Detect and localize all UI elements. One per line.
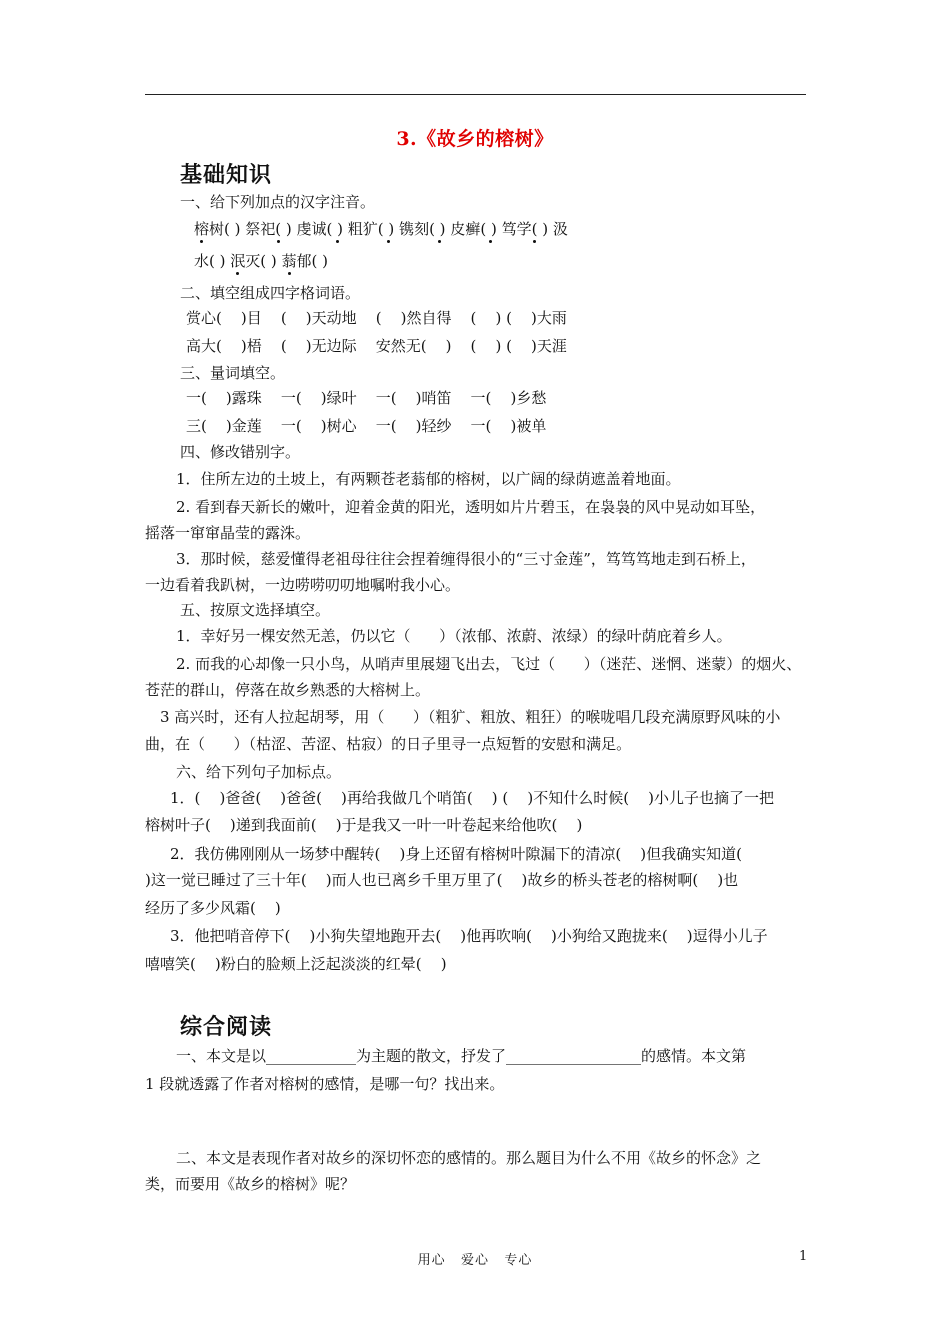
- q1-line1: 榕树( ) 祭祀( ) 虔诚( ) 粗犷( ) 镌刻( ) 皮癣( ) 笃学( ) 汲: [194, 220, 568, 238]
- section-heading-basics: 基础知识: [180, 163, 273, 188]
- section-heading-reading: 综合阅读: [180, 1015, 273, 1040]
- dotted-char: ( ): [377, 220, 400, 238]
- q5-sentence-1: 1．幸好另一棵安然无恙，仍以它（ ）（浓郁、浓蔚、浓绿）的绿叶荫庇着乡人。: [176, 627, 732, 645]
- q6-sentence-1b: 榕树叶子( )递到我面前( )于是我又一叶一叶卷起来给他吹( ): [145, 816, 583, 834]
- q1-line2: 水( ) 泯灭( ) 蓊郁( ): [194, 252, 329, 270]
- dotted-char: 泯: [230, 252, 246, 270]
- reading-q2-b: 类，而要用《故乡的榕树》呢？: [145, 1175, 356, 1193]
- q3-line2: 三( )金莲 一( )树心 一( )轻纱 一( )被单: [186, 417, 547, 435]
- page-title: 3.《故乡的榕树》: [396, 128, 554, 150]
- q3-line1: 一( )露珠 一( )绿叶 一( )哨笛 一( )乡愁: [186, 389, 547, 407]
- dotted-char: 蓊: [281, 252, 297, 270]
- header-rule: [145, 94, 806, 95]
- q5-prompt: 五、按原文选择填空。: [180, 601, 331, 619]
- reading-q1-a: 一、本文是以____________为主题的散文，抒发了__________________的感情。本文第: [176, 1047, 747, 1065]
- q6-sentence-2c: 经历了多少风霜( ): [145, 899, 281, 917]
- reading-q2-a: 二、本文是表现作者对故乡的深切怀恋的感情的。那么题目为什么不用《故乡的怀念》之: [176, 1149, 762, 1167]
- reading-q1-b: 1 段就透露了作者对榕树的感情，是哪一句？找出来。: [145, 1075, 505, 1093]
- q6-sentence-3a: 3．他把哨音停下( )小狗失望地跑开去( )他再吹响( )小狗给又跑拢来( )逗得小儿子: [170, 927, 768, 945]
- q4-prompt: 四、修改错别字。: [180, 443, 301, 461]
- q5-sentence-2b: 苍茫的群山，停落在故乡熟悉的大榕树上。: [145, 681, 431, 699]
- q3-prompt: 三、量词填空。: [180, 364, 286, 382]
- q6-sentence-3b: 嘻嘻笑( )粉白的脸颊上泛起淡淡的红晕( ): [145, 955, 447, 973]
- q4-sentence-3b: 一边看着我趴树，一边唠唠叨叨地嘱咐我小心。: [145, 576, 461, 594]
- dotted-char: 学( ): [516, 220, 553, 238]
- page-number: 1: [799, 1249, 808, 1264]
- page-footer: 用心 爱心 专心: [417, 1253, 533, 1268]
- q4-sentence-2b: 摇落一窜窜晶莹的露洙。: [145, 524, 311, 542]
- q2-line2: 高大( )梧 ( )无边际 安然无( ) ( ) ( )天涯: [186, 337, 567, 355]
- q6-sentence-2a: 2．我仿佛刚刚从一场梦中醒转( )身上还留有榕树叶隙漏下的清凉( )但我确实知道(: [170, 845, 742, 863]
- q6-sentence-1a: 1．( )爸爸( )爸爸( )再给我做几个哨笛( ) ( )不知什么时候( )小儿子也摘了一把: [170, 789, 774, 807]
- q6-sentence-2b: )这一觉已睡过了三十年( )而人也已离乡千里万里了( )故乡的桥头苍老的榕树啊( )也: [145, 871, 739, 889]
- q4-sentence-2a: 2. 看到春天新长的嫩叶，迎着金黄的阳光，透明如片片碧玉，在袅袅的风中晃动如耳坠，: [176, 498, 766, 516]
- q4-sentence-1: 1．住所左边的土坡上，有两颗苍老蓊郁的榕树，以广阔的绿荫遮盖着地面。: [176, 470, 681, 488]
- q2-prompt: 二、填空组成四字格词语。: [180, 284, 361, 302]
- dotted-char: 刻( ) 皮: [414, 220, 466, 238]
- q5-sentence-3b: 曲，在（ ）（枯涩、苦涩、枯寂）的日子里寻一点短暂的安慰和满足。: [145, 735, 632, 753]
- dotted-char: 榕: [194, 220, 210, 238]
- q1-prompt: 一、给下列加点的汉字注音。: [180, 193, 376, 211]
- dotted-char: ( ): [480, 220, 502, 238]
- dotted-char: 祀( ): [260, 220, 297, 238]
- q5-sentence-3a: 3 高兴时，还有人拉起胡琴，用（ ）（粗犷、粗放、粗狂）的喉咙唱几段充满原野风味的小: [160, 708, 781, 726]
- q2-line1: 赏心( )目 ( )天动地 ( )然自得 ( ) ( )大雨: [186, 309, 567, 327]
- q4-sentence-3a: 3．那时候，慈爱懂得老祖母往往会捏着缠得很小的“三寸金莲”，笃笃笃地走到石桥上，: [176, 550, 756, 568]
- dotted-char: 诚( ) 粗: [311, 220, 363, 238]
- q5-sentence-2a: 2. 而我的心却像一只小鸟，从哨声里展翅飞出去，飞过（ ）（迷茫、迷惘、迷蒙）的烟火、: [176, 655, 802, 673]
- q6-prompt: 六、给下列句子加标点。: [176, 763, 342, 781]
